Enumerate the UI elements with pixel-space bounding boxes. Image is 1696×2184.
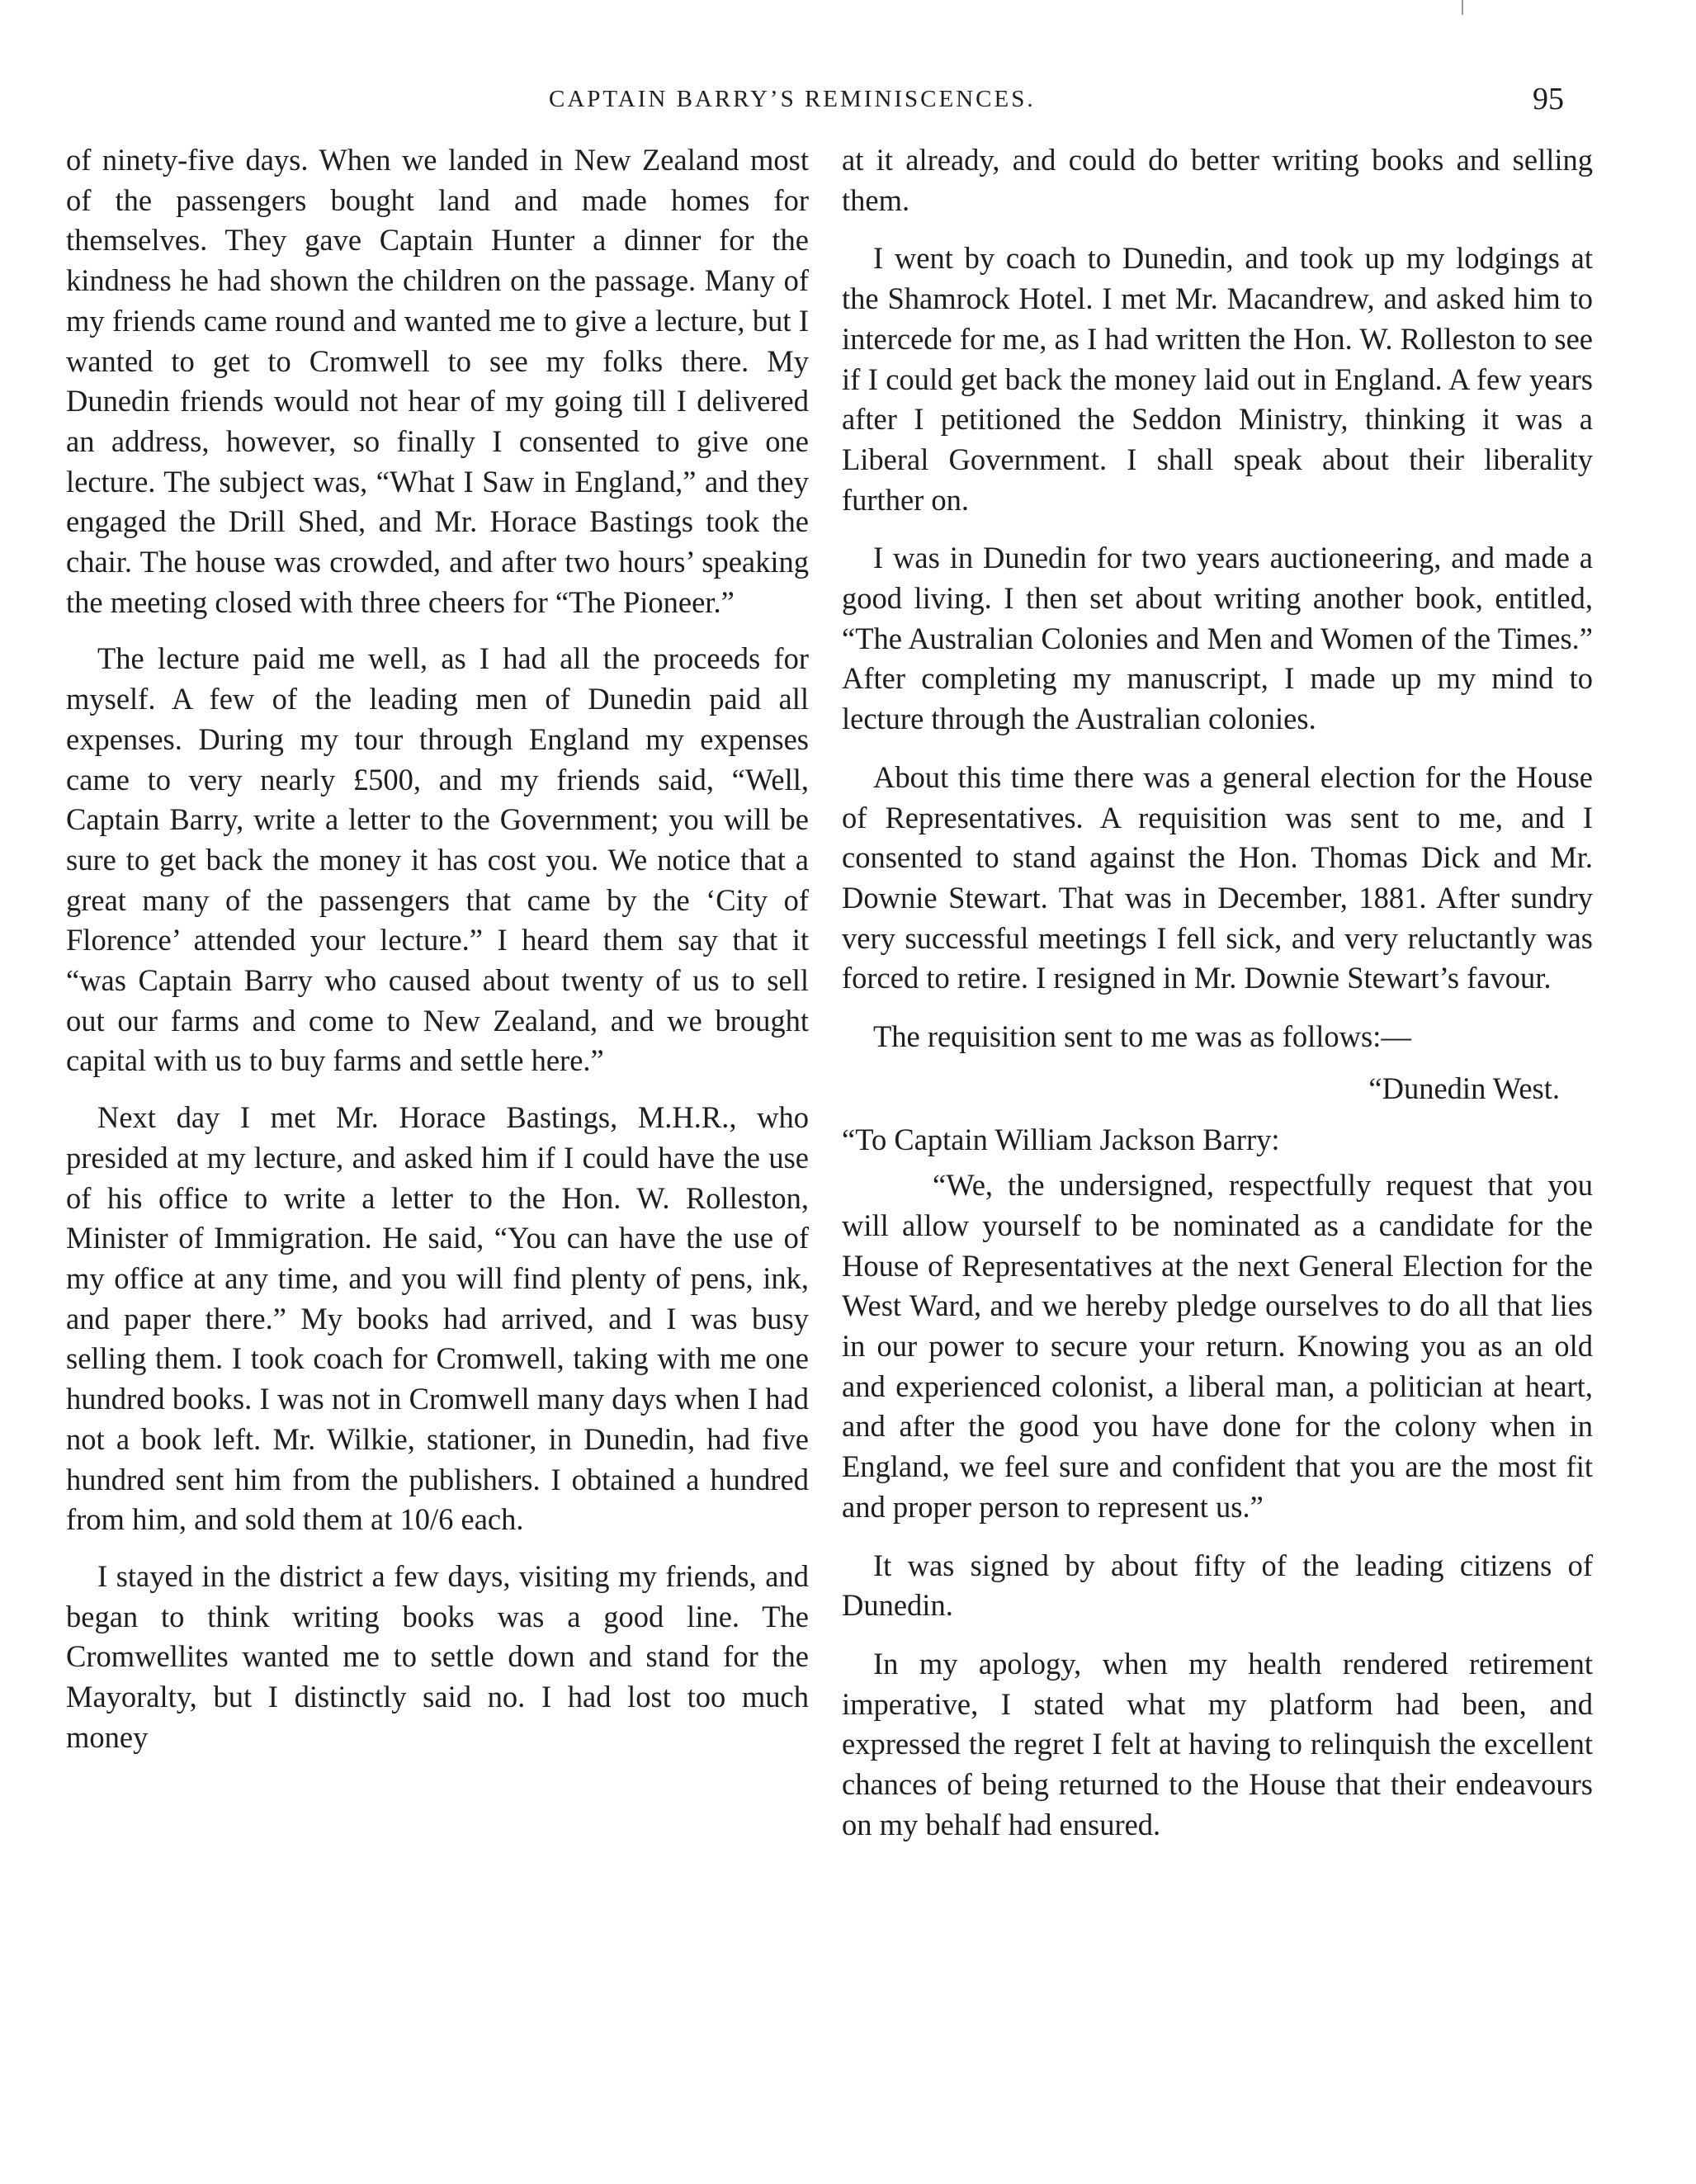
paragraph: at it already, and could do better writing books and selling them.: [842, 143, 1593, 217]
paragraph: I was in Dunedin for two years auctioneering, and made a good living. I then set about writing another book, entitled, “The Australian Colonies and Men and Women of the Times.” After completing my manuscript, I made up my mind to lecture through the Australian colonies.: [842, 541, 1593, 736]
paragraph: I stayed in the district a few days, visiting my friends, and began to think writing books was a good line. The Cromwellites wanted me to settle down and stand for the Mayoralty, but I distinctly said no. I had lost too much money: [66, 1558, 809, 1754]
scan-margin-mark: [1462, 0, 1463, 15]
paragraph: Next day I met Mr. Horace Bastings, M.H.R., who presided at my lecture, and asked him if I could have the use of his office to write a letter to the Hon. W. Rolleston, Minister of Immigration. He said, “You can have the use of my office at any time, and you will find plenty of pens, ink, and paper there.” My books had arrived, and I was busy selling them. I took coach for Cromwell, taking with me one hundred books. I was not in Cromwell many days when I had not a book left. Mr. Wilkie, stationer, in Dunedin, had five hundred sent him from the publishers. I obtained a hundred from him, and sold them at 10/6 each.: [66, 1100, 809, 1537]
letter-salutation: “To Captain William Jackson Barry:: [842, 1123, 1280, 1157]
paragraph: The requisition sent to me was as follows:—: [873, 1019, 1411, 1054]
page-header: [0, 82, 1696, 127]
letter-body: “We, the undersigned, respectfully request that you will allow yourself to be nominated as a candidate for the House of Representatives at the next General Election for the West Ward, and we hereby pledge ourselves to do all that lies in our power to secure your return. Knowing you as an old and experienced colonist, a liberal man, a politician at heart, and after the good you have done for the colony when in England, we feel sure and confident that you are the most fit and proper person to represent us.”: [842, 1168, 1593, 1524]
paragraph: It was signed by about fifty of the leading citizens of Dunedin.: [842, 1548, 1593, 1623]
running-head: CAPTAIN BARRY’S REMINISCENCES.: [549, 86, 1036, 112]
paragraph: In my apology, when my health rendered retirement imperative, I stated what my platform had been, and expressed the regret I felt at having to relinquish the excellent chances of being returned to the House that their endeavours on my behalf had ensured.: [842, 1646, 1593, 1841]
right-column: [842, 140, 1593, 1845]
paragraph: The lecture paid me well, as I had all the proceeds for myself. A few of the leading men of Dunedin paid all expenses. During my tour through England my expenses came to very nearly £500, and my friends said, “Well, Captain Barry, write a letter to the Government; you will be sure to get back the money it has cost you. We notice that a great many of the passengers that came by the ‘City of Florence’ attended your lecture.” I heard them say that it “was Captain Barry who caused about twenty of us to sell out our farms and come to New Zealand, and we brought capital with us to buy farms and settle here.”: [66, 641, 809, 1078]
paragraph: About this time there was a general election for the House of Representatives. A requisition was sent to me, and I consented to stand against the Hon. Thomas Dick and Mr. Downie Stewart. That was in December, 1881. After sundry very successful meetings I fell sick, and very reluctantly was forced to retire. I resigned in Mr. Downie Stewart’s favour.: [842, 759, 1593, 995]
left-column: [66, 140, 809, 1757]
page-number: 95: [1533, 82, 1564, 116]
paragraph: I went by coach to Dunedin, and took up my lodgings at the Shamrock Hotel. I met Mr. Macandrew, and asked him to intercede for me, as I had written the Hon. W. Rolleston to see if I could get back the money laid out in England. A few years after I petitioned the Seddon Ministry, thinking it was a Liberal Government. I shall speak about their liberality further on.: [842, 241, 1593, 517]
letter-place: “Dunedin West.: [1368, 1071, 1560, 1105]
paragraph: of ninety-five days. When we landed in New Zealand most of the passengers bought land and made homes for themselves. They gave Captain Hunter a dinner for the kindness he had shown the children on the passage. Many of my friends came round and wanted me to give a lecture, but I wanted to get to Cromwell to see my folks there. My Dunedin friends would not hear of my going till I delivered an address, however, so finally I consented to give one lecture. The subject was, “What I Saw in England,” and they engaged the Drill Shed, and Mr. Horace Bastings took the chair. The house was crowded, and after two hours’ speaking the meeting closed with three cheers for “The Pioneer.”: [66, 143, 809, 619]
